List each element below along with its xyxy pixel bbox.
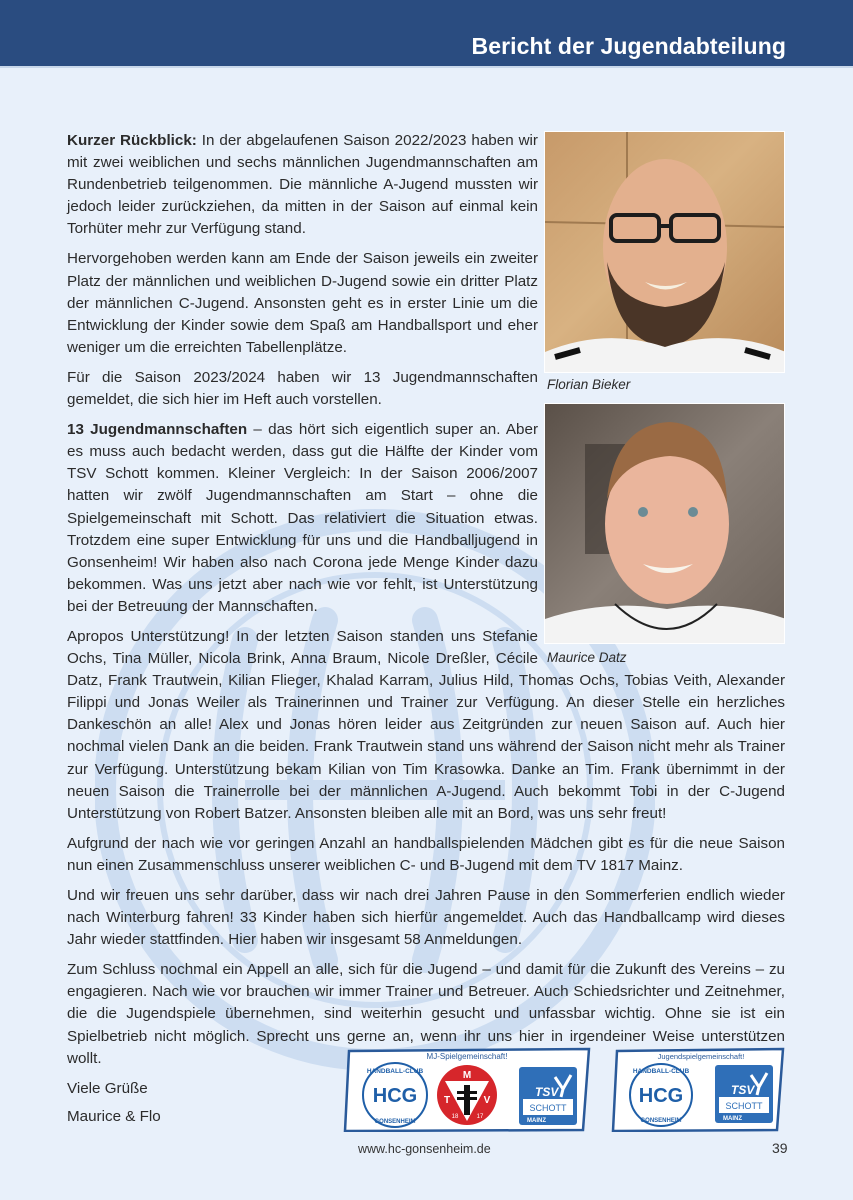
mj-spielgemeinschaft-logos	[343, 1047, 591, 1132]
paragraph-text: – das hört sich eigentlich super an. Aber es muss auch bedacht werden, dass gut die Hälfte der Kinder vom TSV Schott kommen. Kleiner Vergleich: In der Saison 2006/2007 hatten wir zwölf Jugendmannschaften am Start – ohne die Spielgemeinschaft mit Schott. Das relativiert die Situation etwas. Trotzdem eine super Entwicklung für uns und die Handballjugend in Gonsenheim! Wir haben also nach Corona jede Menge Kinder dazu bekommen. Was uns jetzt aber nach wie vor fehlt, ist Unterstützung bei der Betreuung der Mannschaften.	[67, 421, 538, 615]
paragraph-season-2023: Für die Saison 2023/2024 haben wir 13 Jugendmannschaften gemeldet, die sich hier im Heft auch vorstellen.	[67, 368, 538, 409]
paragraph-highlights: Hervorgehoben werden kann am Ende der Saison jeweils ein zweiter Platz der männlichen und weiblichen D-Jugend sowie ein dritter Platz der männlichen C-Jugend. Ansonsten geht es in erster Linie um die Entwicklung der Kinder sowie dem Spaß am Handballsport und eher weniger um die erreichten Tabellenplätze.	[67, 250, 538, 356]
tv-1817-mainz-logo	[437, 1065, 497, 1125]
tsv-name: TSV	[535, 1085, 559, 1099]
jugendspielgemeinschaft-logos	[611, 1047, 785, 1132]
page-header	[0, 0, 853, 68]
article-body	[67, 130, 785, 1134]
photo-column	[544, 131, 785, 670]
paragraph-lead: Kurzer Rückblick:	[67, 132, 197, 149]
portrait-photo-icon	[545, 404, 785, 644]
hcg-top-text: HANDBALL-CLUB	[366, 1068, 424, 1075]
tmv-year-right: 17	[476, 1114, 484, 1120]
hcg-monogram: HCG	[638, 1085, 684, 1107]
tsv-sub: SCHOTT	[725, 1101, 763, 1111]
tsv-name: TSV	[731, 1083, 755, 1097]
hcg-top-text: HANDBALL-CLUB	[632, 1068, 690, 1075]
hcg-bottom-text: GONSENHEIM	[374, 1119, 416, 1125]
tmv-year-left: 18	[451, 1114, 459, 1120]
photo-maurice-datz	[544, 403, 785, 644]
logo-box-title: Jugendspielgemeinschaft!	[657, 1052, 745, 1061]
hc-gonsenheim-logo	[630, 1064, 692, 1126]
tsv-city: MAINZ	[527, 1118, 546, 1124]
tmv-letter-v: V	[483, 1095, 491, 1106]
tsv-schott-logo	[519, 1067, 577, 1125]
tmv-letter-m: M	[462, 1070, 472, 1081]
paragraph-text: In der abgelaufenen Saison 2022/2023 haben wir mit zwei weiblichen und sechs männlichen Jugendmannschaften am Rundenbetrieb teilgenommen. Die männliche A-Jugend mussten wir jedoch leider zurückziehen, da mitten in der Saison auf einmal kein Torhüter mehr zur Verfügung stand.	[67, 132, 538, 238]
signature: Maurice & Flo	[67, 1107, 161, 1125]
paragraph-winterburg: Und wir freuen uns sehr darüber, dass wir nach drei Jahren Pause in den Sommerferien endlich wieder nach Winterburg fahren! 33 Kinder haben sich hierfür angemeldet. Auch das Handballcamp wird dieses Jahr wieder stattfinden. Hier haben wir insgesamt 58 Anmeldungen.	[67, 887, 785, 949]
page-title: Bericht der Jugendabteilung	[471, 33, 786, 59]
photo-caption: Maurice Datz	[547, 650, 627, 665]
tsv-sub: SCHOTT	[529, 1103, 567, 1113]
tsv-city: MAINZ	[723, 1116, 742, 1122]
page-number: 39	[772, 1140, 788, 1156]
tmv-letter-t: T	[443, 1095, 451, 1106]
photo-caption: Florian Bieker	[547, 377, 631, 392]
photo-florian-bieker	[544, 131, 785, 373]
paragraph-merger: Aufgrund der nach wie vor geringen Anzahl an handballspielenden Mädchen gibt es für die neue Saison nun einen Zusammenschluss unserer weiblichen C- und B-Jugend mit dem TV 1817 Mainz.	[67, 834, 785, 874]
hcg-bottom-text: GONSENHEIM	[640, 1118, 682, 1124]
paragraph-lead: 13 Jugendmannschaften	[67, 421, 248, 439]
paragraph-support: Apropos Unterstützung! In der letzten Saison standen uns Stefanie Ochs, Tina Müller, Nicola Brink, Anna Braum, Nicole Dreßler, Cécile Datz, Frank Trautwein, Kilian Flieger, Khalad Karram, Julius Hild, Thomas Ochs, Tobias Veith, Alexander Filippi und Jonas Weiler als Trainerinnen und Trainer zur Verfügung. An dieser Stelle ein herzliches Dankeschön an alle! Alex und Jonas hören leider aus Zeitgründen zur neuen Saison auf. Auch hier nochmal vielen Dank an die beiden. Frank Trautwein stand uns während der Saison nicht mehr als Trainer zur Verfügung. Unterstützung bekam Kilian von Tim Krasowka. Danke an Tim. Frank übernimmt in der neuen Saison die Trainerrolle bei der männlichen A-Jugend. Auch bekommt Tobi in der C-Jugend Unterstützung von Robert Batzer. Ansonsten bleiben alle mit an Bord, was uns sehr freut!	[67, 627, 785, 822]
paragraph-appeal: Zum Schluss nochmal ein Appell an alle, sich für die Jugend – und damit für die Zukunft des Vereins – zu engagieren. Nach wie vor brauchen wir immer Trainer und Betreuer. Auch Schiedsrichter und Zeitnehmer, die die Jugendspiele übernehmen, sind weiterhin gesucht und unfassbar wichtig. Ohne sie ist ein Spielbetrieb nicht möglich. Sprecht uns gerne an, wenn ihr uns hier in irgendeiner Weise unterstützen wollt.	[67, 961, 785, 1067]
greeting: Viele Grüße	[67, 1079, 148, 1097]
tsv-schott-logo	[715, 1065, 773, 1123]
hc-gonsenheim-logo	[363, 1063, 427, 1127]
footer-url[interactable]: www.hc-gonsenheim.de	[358, 1142, 491, 1156]
portrait-photo-icon	[545, 132, 785, 373]
logo-box-title: MJ-Spielgemeinschaft!	[426, 1052, 508, 1061]
hcg-monogram: HCG	[372, 1085, 418, 1107]
